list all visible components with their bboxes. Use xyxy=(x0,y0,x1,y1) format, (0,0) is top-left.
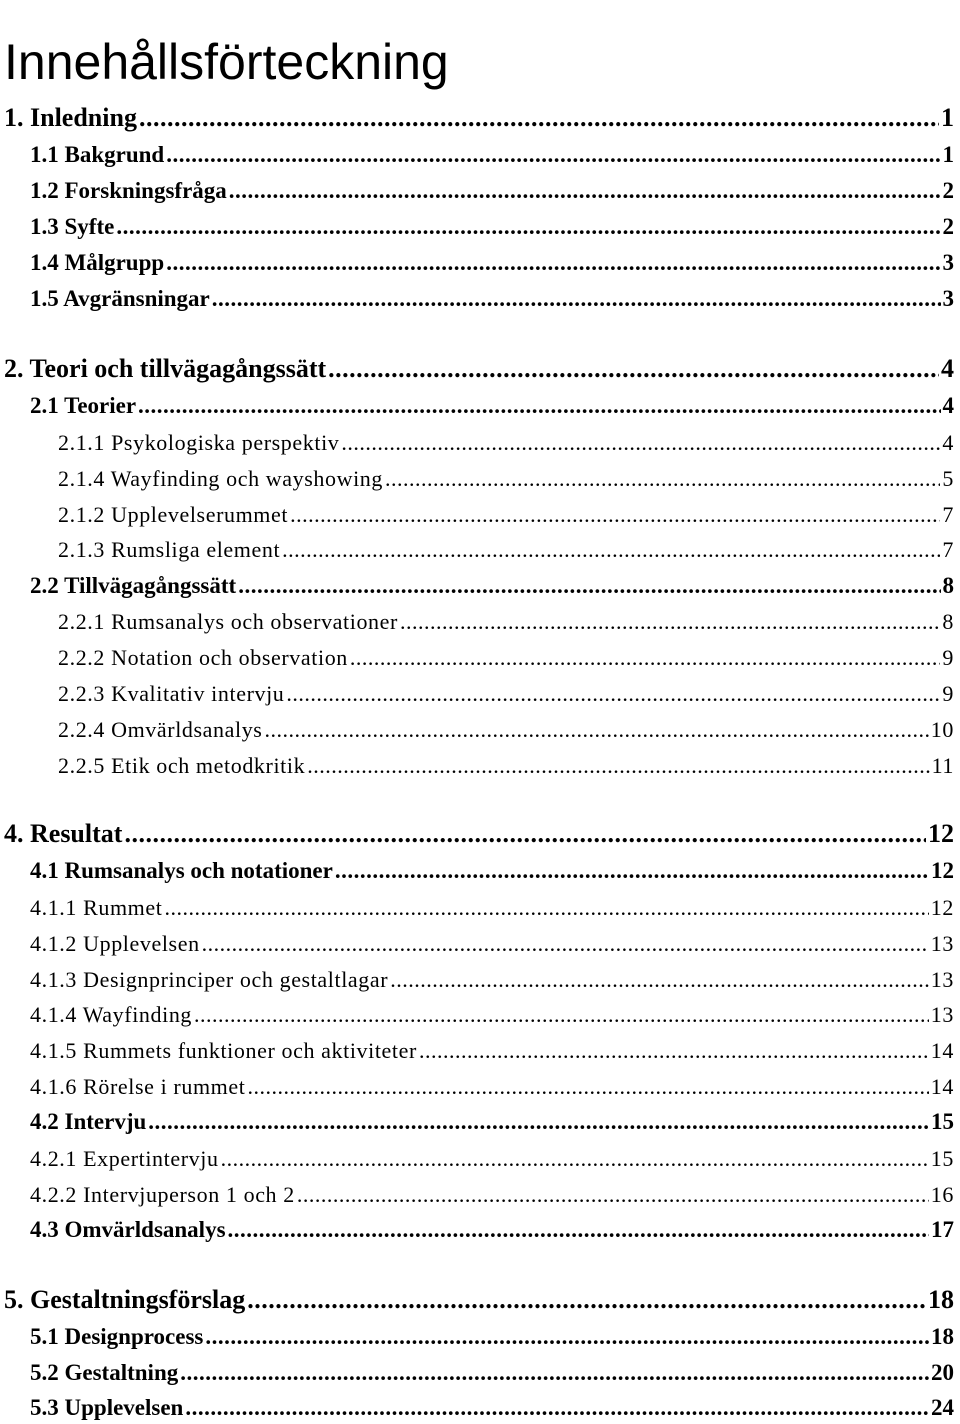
toc-entry-text: 4. Resultat xyxy=(4,819,123,848)
toc-entry-text: 5.2 Gestaltning xyxy=(30,1360,179,1385)
toc-dot-leader xyxy=(148,1109,929,1135)
toc-entry[interactable] xyxy=(30,573,954,599)
toc-entry-text: 2.1.4 Wayfinding och wayshowing xyxy=(58,466,383,491)
toc-entry-text: 2.1.2 Upplevelserummet xyxy=(58,502,289,527)
toc-entry-text: 4.3 Omvärldsanalys xyxy=(30,1217,226,1242)
toc-entry-text: 4.1 Rumsanalys och notationer xyxy=(30,858,333,883)
toc-dot-leader xyxy=(138,393,940,419)
toc-dot-leader xyxy=(286,681,940,707)
toc-dot-leader xyxy=(247,1074,928,1100)
toc-entry-text: 4.2.1 Expertintervju xyxy=(30,1146,219,1171)
toc-dot-leader xyxy=(385,466,940,492)
toc-page-number: 15 xyxy=(931,1109,954,1134)
toc-page-number: 2 xyxy=(942,178,954,203)
toc-page-number: 14 xyxy=(930,1074,954,1099)
toc-entry-text: 5.1 Designprocess xyxy=(30,1324,204,1349)
toc-page-number: 24 xyxy=(931,1395,954,1420)
toc-entry[interactable] xyxy=(30,1074,954,1100)
toc-entry[interactable] xyxy=(58,609,954,635)
toc-page-number: 12 xyxy=(931,858,954,883)
toc-entry[interactable] xyxy=(58,466,954,492)
toc-entry[interactable] xyxy=(30,142,954,168)
toc-dot-leader xyxy=(205,1324,929,1350)
toc-dot-leader xyxy=(297,1182,929,1208)
toc-entry-chapter-2[interactable] xyxy=(4,354,954,384)
toc-entry-text: 1.4 Målgrupp xyxy=(30,250,165,275)
toc-entry[interactable] xyxy=(30,858,954,884)
toc-dot-leader xyxy=(247,1285,926,1315)
toc-page-number: 12 xyxy=(930,895,954,920)
toc-dot-leader xyxy=(307,753,929,779)
toc-page-number: 18 xyxy=(931,1324,954,1349)
toc-entry-text: 2.2.3 Kvalitativ intervju xyxy=(58,681,285,706)
toc-dot-leader xyxy=(419,1038,929,1064)
toc-entry[interactable] xyxy=(30,1002,954,1028)
toc-entry-text: 2.2.2 Notation och observation xyxy=(58,645,348,670)
toc-dot-leader xyxy=(116,214,940,240)
toc-entry-text: 2.1.3 Rumsliga element xyxy=(58,537,281,562)
toc-page-number: 11 xyxy=(931,753,954,778)
toc-dot-leader xyxy=(180,1360,929,1386)
toc-entry[interactable] xyxy=(58,537,954,563)
toc-entry[interactable] xyxy=(58,430,954,456)
toc-entry-text: 4.2 Intervju xyxy=(30,1109,147,1134)
toc-entry[interactable] xyxy=(30,1182,954,1208)
toc-page-number: 15 xyxy=(930,1146,954,1171)
toc-entry-text: 1.1 Bakgrund xyxy=(30,142,165,167)
toc-page-number: 4 xyxy=(941,354,954,383)
toc-entry-text: 2.2.1 Rumsanalys och observationer xyxy=(58,609,398,634)
toc-dot-leader xyxy=(350,645,940,671)
toc-page-number: 10 xyxy=(930,717,954,742)
toc-entry[interactable] xyxy=(30,1395,954,1421)
toc-entry-text: 4.2.2 Intervjuperson 1 och 2 xyxy=(30,1182,295,1207)
toc-entry-chapter-1[interactable] xyxy=(4,103,954,133)
toc-dot-leader xyxy=(221,1146,929,1172)
toc-entry[interactable] xyxy=(58,753,954,779)
toc-entry-text: 5. Gestaltningsförslag xyxy=(4,1285,246,1314)
toc-dot-leader xyxy=(139,103,939,133)
toc-dot-leader xyxy=(400,609,940,635)
toc-entry[interactable] xyxy=(58,681,954,707)
toc-dot-leader xyxy=(166,250,940,276)
toc-entry-text: 2.1.1 Psykologiska perspektiv xyxy=(58,430,340,455)
toc-page-number: 20 xyxy=(931,1360,954,1385)
toc-entry[interactable] xyxy=(30,1324,954,1350)
toc-page-number: 16 xyxy=(930,1182,954,1207)
toc-dot-leader xyxy=(238,573,940,599)
toc-dot-leader xyxy=(335,858,929,884)
toc-dot-leader xyxy=(212,286,941,312)
toc-entry-text: 2.1 Teorier xyxy=(30,393,137,418)
toc-entry-text: 2. Teori och tillvägagångssätt xyxy=(4,354,327,383)
toc-page-number: 1 xyxy=(942,142,954,167)
toc-entry[interactable] xyxy=(58,717,954,743)
toc-dot-leader xyxy=(390,967,929,993)
toc-dot-leader xyxy=(264,717,928,743)
toc-dot-leader xyxy=(194,1002,929,1028)
toc-dot-leader xyxy=(228,1217,929,1243)
toc-entry[interactable] xyxy=(30,1217,954,1243)
toc-dot-leader xyxy=(341,430,940,456)
toc-entry[interactable] xyxy=(30,1360,954,1386)
page-title: Innehållsförteckning xyxy=(4,33,449,90)
toc-entry[interactable] xyxy=(30,931,954,957)
toc-page-number: 14 xyxy=(930,1038,954,1063)
toc-entry[interactable] xyxy=(58,502,954,528)
toc-dot-leader xyxy=(185,1395,929,1421)
toc-entry[interactable] xyxy=(30,250,954,276)
toc-page-number: 3 xyxy=(942,250,954,275)
toc-page-number: 8 xyxy=(942,609,954,634)
toc-page-number: 4 xyxy=(942,393,954,418)
toc-page-number: 2 xyxy=(942,214,954,239)
toc-dot-leader xyxy=(166,142,940,168)
toc-entry-text: 4.1.1 Rummet xyxy=(30,895,163,920)
toc-entry-text: 1. Inledning xyxy=(4,103,137,132)
toc-entry-text: 2.2.4 Omvärldsanalys xyxy=(58,717,263,742)
toc-entry[interactable] xyxy=(30,895,954,921)
toc-dot-leader xyxy=(290,502,940,528)
toc-page-number: 1 xyxy=(941,103,954,132)
toc-page-number: 3 xyxy=(942,286,954,311)
toc-entry-text: 1.5 Avgränsningar xyxy=(30,286,210,311)
toc-dot-leader xyxy=(282,537,940,563)
toc-entry-text: 4.1.5 Rummets funktioner och aktiviteter xyxy=(30,1038,417,1063)
toc-entry-text: 1.3 Syfte xyxy=(30,214,115,239)
toc-dot-leader xyxy=(328,354,939,384)
toc-page-number: 9 xyxy=(942,645,954,670)
toc-entry[interactable] xyxy=(30,1038,954,1064)
toc-dot-leader xyxy=(229,178,941,204)
toc-entry[interactable] xyxy=(30,967,954,993)
toc-entry-text: 4.1.6 Rörelse i rummet xyxy=(30,1074,246,1099)
toc-entry-text: 4.1.4 Wayfinding xyxy=(30,1002,193,1027)
toc-entry[interactable] xyxy=(30,214,954,240)
toc-entry-chapter-4[interactable] xyxy=(4,819,954,849)
toc-entry-text: 2.2.5 Etik och metodkritik xyxy=(58,753,306,778)
toc-page-number: 12 xyxy=(928,819,954,848)
toc-page-number: 5 xyxy=(942,466,954,491)
toc-entry-text: 4.1.2 Upplevelsen xyxy=(30,931,200,956)
toc-dot-leader xyxy=(124,819,926,849)
toc-page-number: 7 xyxy=(942,502,954,527)
toc-entry-text: 5.3 Upplevelsen xyxy=(30,1395,184,1420)
toc-entry-text: 4.1.3 Designprinciper och gestaltlagar xyxy=(30,967,389,992)
toc-entry[interactable] xyxy=(30,286,954,312)
toc-entry-text: 2.2 Tillvägagångssätt xyxy=(30,573,237,598)
toc-page-number: 7 xyxy=(942,537,954,562)
toc-page-number: 13 xyxy=(930,1002,954,1027)
toc-entry[interactable] xyxy=(30,1109,954,1135)
toc-page-number: 9 xyxy=(942,681,954,706)
toc-entry[interactable] xyxy=(30,393,954,419)
toc-dot-leader xyxy=(164,895,928,921)
toc-page-number: 13 xyxy=(930,931,954,956)
toc-entry-text: 1.2 Forskningsfråga xyxy=(30,178,227,203)
toc-entry[interactable] xyxy=(30,1146,954,1172)
toc-entry[interactable] xyxy=(30,178,954,204)
toc-page-number: 4 xyxy=(942,430,954,455)
toc-entry[interactable] xyxy=(58,645,954,671)
toc-entry-chapter-5[interactable] xyxy=(4,1285,954,1315)
toc-page-number: 13 xyxy=(930,967,954,992)
toc-page-number: 18 xyxy=(928,1285,954,1314)
toc-dot-leader xyxy=(202,931,929,957)
toc-page-number: 8 xyxy=(942,573,954,598)
toc-page-number: 17 xyxy=(931,1217,954,1242)
